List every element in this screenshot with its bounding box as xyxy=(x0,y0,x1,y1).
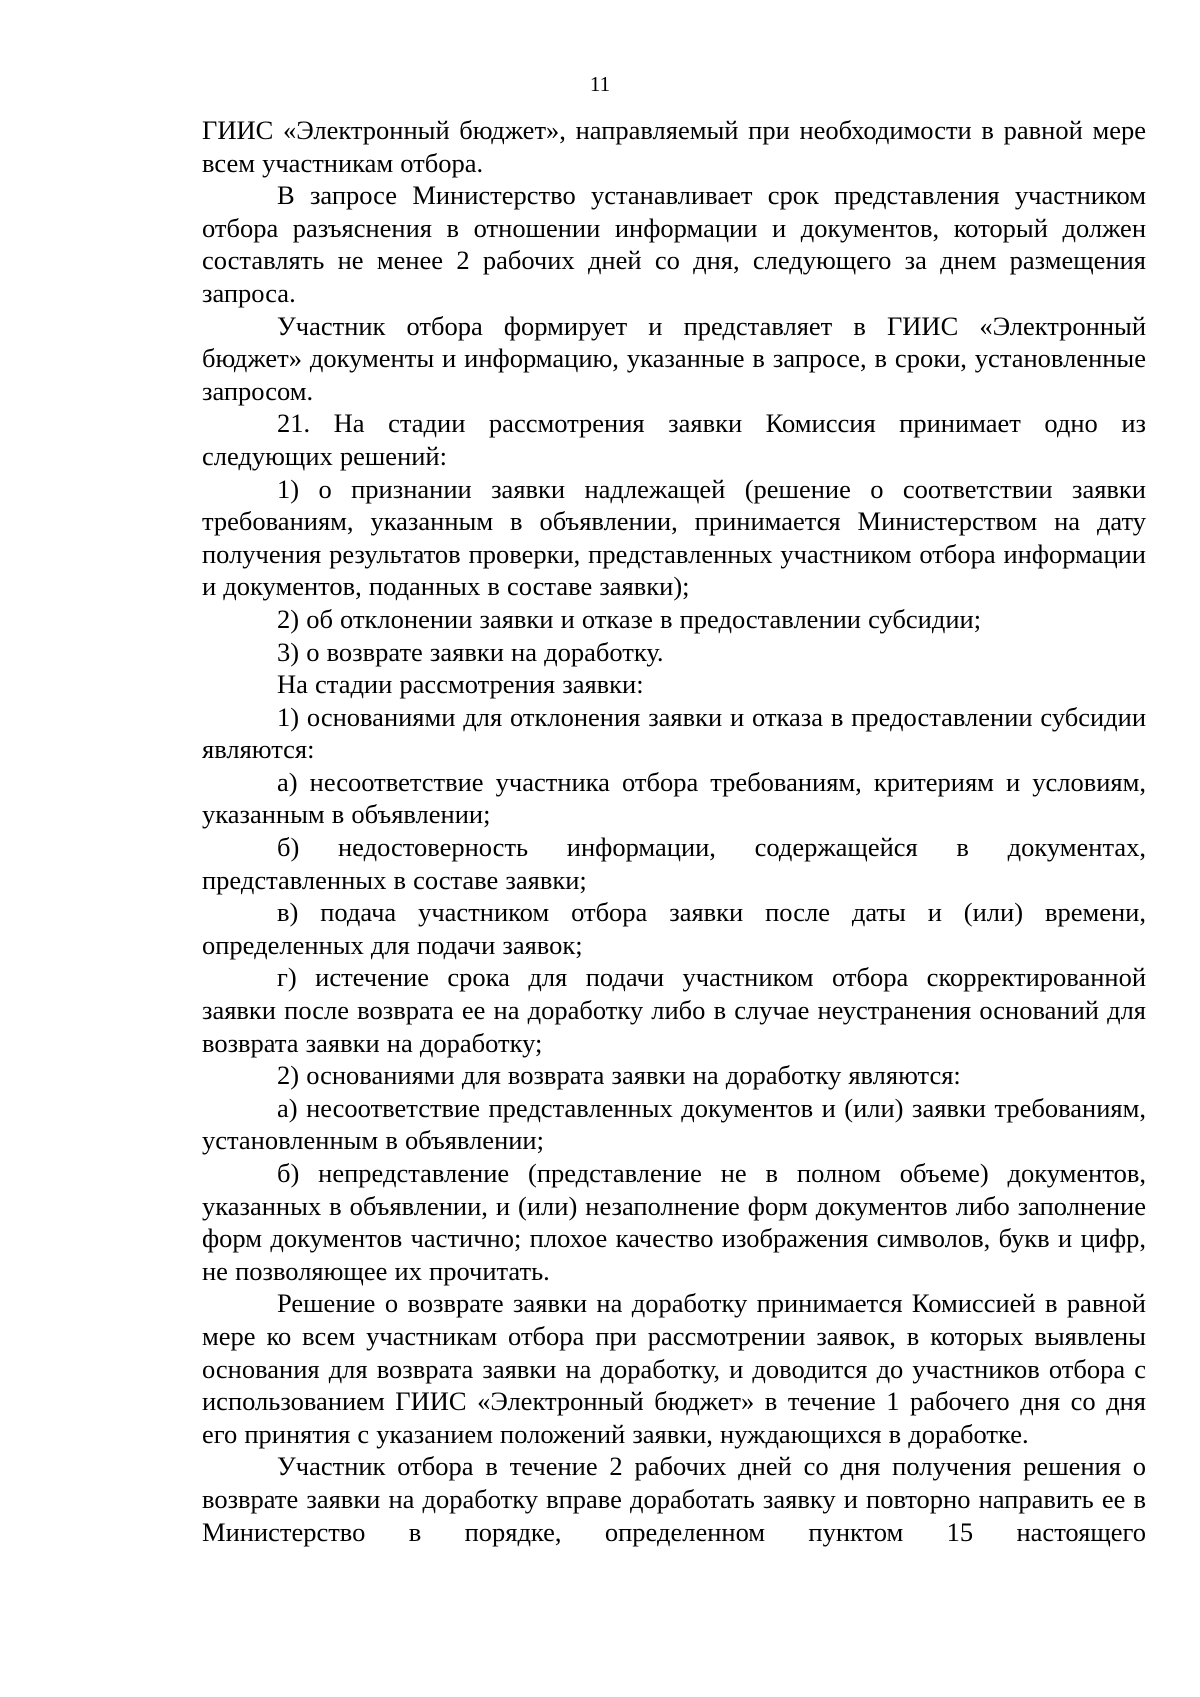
paragraph: 1) основаниями для отклонения заявки и отказа в предоставлении субсидии являются: xyxy=(202,701,1146,765)
paragraph: г) истечение срока для подачи участником отбора скорректированной заявки после возврата ее на доработку либо в случае неустранения оснований для возврата заявки на доработку; xyxy=(202,962,1146,1058)
paragraph: Участник отбора формирует и представляет в ГИИС «Электронный бюджет» документы и информацию, указанные в запросе, в сроки, установленные запросом. xyxy=(202,310,1146,406)
paragraph: ГИИС «Электронный бюджет», направляемый при необходимости в равной мере всем участникам отбора. xyxy=(202,115,1146,178)
paragraph: а) несоответствие участника отбора требованиям, критериям и условиям, указанным в объявлении; xyxy=(202,766,1146,830)
document-body xyxy=(202,114,1146,1548)
paragraph: Участник отбора в течение 2 рабочих дней со дня получения решения о возврате заявки на доработку вправе доработать заявку и повторно направить ее в Министерство в порядке, определенном пунктом 15 настоящего xyxy=(202,1451,1146,1547)
paragraph: На стадии рассмотрения заявки: xyxy=(277,669,644,700)
paragraph: 2) об отклонении заявки и отказе в предоставлении субсидии; xyxy=(277,603,982,634)
paragraph: б) недостоверность информации, содержащейся в документах, представленных в составе заявки; xyxy=(202,832,1146,895)
paragraph: а) несоответствие представленных документов и (или) заявки требованиям, установленным в объявлении; xyxy=(202,1092,1146,1156)
page-number: 11 xyxy=(589,72,611,96)
paragraph: б) непредставление (представление не в полном объеме) документов, указанных в объявлении, и (или) незаполнение форм документов либо заполнение форм документов частично; плохое качество изображения символов, букв и цифр, не позволяющее их прочитать. xyxy=(202,1158,1146,1286)
paragraph: 1) о признании заявки надлежащей (решение о соответствии заявки требованиям, указанным в объявлении, принимается Министерством на дату получения результатов проверки, представленных участником отбора информации и документов, поданных в составе заявки); xyxy=(202,473,1146,602)
paragraph: 3) о возврате заявки на доработку. xyxy=(277,636,664,667)
paragraph: 2) основаниями для возврата заявки на доработку являются: xyxy=(277,1060,961,1091)
paragraph: В запросе Министерство устанавливает срок представления участником отбора разъяснения в отношении информации и документов, который должен составлять не менее 2 рабочих дней со дня, следующего за днем размещения запроса. xyxy=(202,180,1146,308)
paragraph: 21. На стадии рассмотрения заявки Комиссия принимает одно из следующих решений: xyxy=(202,408,1146,471)
paragraph: в) подача участником отбора заявки после даты и (или) времени, определенных для подачи заявок; xyxy=(202,897,1146,960)
paragraph: Решение о возврате заявки на доработку принимается Комиссией в равной мере ко всем участникам отбора при рассмотрении заявок, в которых выявлены основания для возврата заявки на доработку, и доводится до участников отбора с использованием ГИИС «Электронный бюджет» в течение 1 рабочего дня со дня его принятия с указанием положений заявки, нуждающихся в доработке. xyxy=(202,1288,1146,1449)
